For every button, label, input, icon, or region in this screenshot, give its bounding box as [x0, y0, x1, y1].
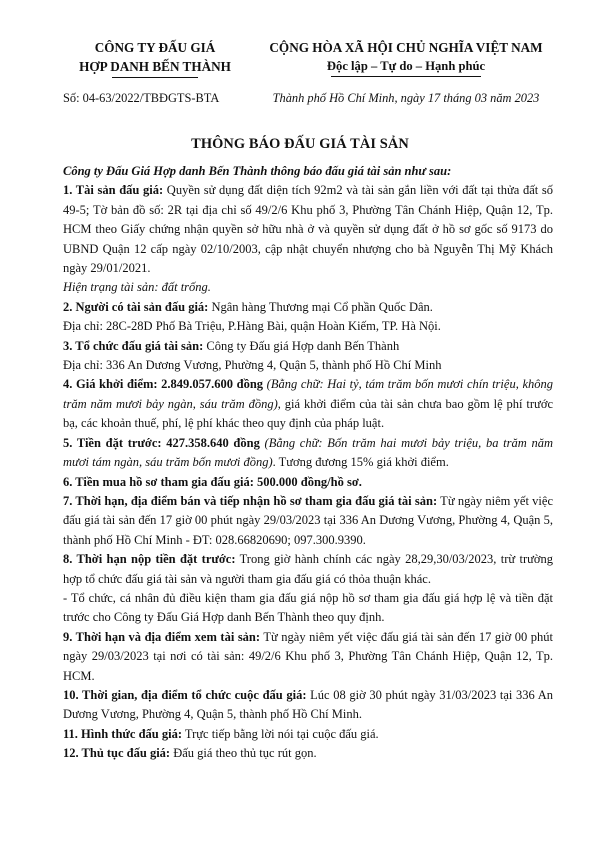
item-3-label: 3. Tổ chức đấu giá tài sản:	[63, 338, 204, 353]
item-11-text: Trực tiếp bằng lời nói tại cuộc đấu giá.	[182, 726, 379, 741]
company-name-line1: CÔNG TY ĐẤU GIÁ	[94, 40, 216, 55]
item-9-text: Từ ngày niêm yết việc đấu giá tài sản đến 17 giờ 00 phút ngày 29/03/2023 tại nơi có tài sản: 49/2/6 Khu phố 3, Phường Tân Chánh Hiệp, Quận 12, Tp. HCM.	[63, 629, 553, 683]
item-9-label: 9. Thời hạn và địa điểm xem tài sản:	[63, 629, 261, 644]
item-8-label: 8. Thời hạn nộp tiền đặt trước:	[63, 552, 236, 567]
national-motto: Độc lập – Tự do – Hạnh phúc	[326, 59, 486, 73]
item-1	[63, 181, 553, 278]
item-4-text: , giá khởi điểm của tài sản chưa bao gồm lệ phí trước bạ, các khoản thuế, phí, lệ phí khác theo quy định của pháp luật.	[63, 396, 553, 431]
item-5-text: . Tương đương 15% giá khởi điểm.	[272, 455, 449, 470]
item-3	[63, 337, 553, 356]
item-3-address: Địa chỉ: 336 An Dương Vương, Phường 4, Quận 5, thành phố Hồ Chí Minh	[63, 358, 442, 373]
company-header	[60, 38, 250, 78]
item-1-label: 1. Tài sản đấu giá:	[63, 183, 164, 198]
item-6: 6. Tiền mua hồ sơ tham gia đấu giá: 500.000 đồng/hồ sơ.	[63, 474, 362, 489]
item-7	[63, 492, 553, 550]
item-7-label: 7. Thời hạn, địa điểm bán và tiếp nhận hồ sơ tham gia đấu giá tài sản:	[63, 493, 438, 508]
item-5	[63, 434, 553, 473]
national-header	[262, 38, 550, 77]
item-5-words: (Bằng chữ: Bốn trăm hai mươi bảy triệu, ba trăm năm mươi tám ngàn, sáu trăm bốn mươi đồng)	[63, 435, 553, 470]
item-5-label: 5. Tiền đặt trước: 427.358.640 đồng	[63, 435, 260, 450]
item-4-label: 4. Giá khởi điểm: 2.849.057.600 đồng	[63, 377, 264, 392]
company-name-line2: HỢP DANH BẾN THÀNH	[79, 59, 231, 74]
item-8	[63, 550, 553, 589]
item-2-address: Địa chỉ: 28C-28D Phố Bà Triệu, P.Hàng Bài, quận Hoàn Kiếm, TP. Hà Nội.	[63, 319, 441, 334]
company-header-underline	[112, 77, 198, 78]
item-4-words: (Bằng chữ: Hai tỷ, tám trăm bốn mươi chín triệu, không trăm năm mươi bảy ngàn, sáu trăm đồng)	[63, 377, 553, 411]
national-title: CỘNG HÒA XÃ HỘI CHỦ NGHĨA VIỆT NAM	[269, 40, 543, 55]
item-4	[63, 375, 553, 433]
document-number: Số: 04-63/2022/TBĐGTS-BTA	[63, 91, 220, 105]
item-8-extra: - Tổ chức, cá nhân đủ điều kiện tham gia đấu giá nộp hồ sơ tham gia đấu giá hợp lệ và tiền đặt trước cho Công ty Đấu Giá Hợp danh Bến Thành theo quy định.	[63, 590, 553, 625]
item-11	[63, 725, 553, 744]
item-2-label: 2. Người có tài sản đấu giá:	[63, 299, 209, 314]
national-motto-underline	[331, 76, 481, 77]
item-1-note: Hiện trạng tài sản: đất trống.	[63, 280, 211, 295]
item-9	[63, 628, 553, 686]
item-8-text: Trong giờ hành chính các ngày 28,29,30/03/2023, trừ trường hợp tổ chức đấu giá tài sản và người tham gia đấu giá có thỏa thuận khác.	[63, 552, 553, 586]
item-1-text: Quyền sử dụng đất diện tích 92m2 và tài sản gắn liền với đất tại thửa đất số 49-5; Tờ bản đồ số: 2R tại địa chỉ số 49/2/6 Khu phố 3, Phường Tân Chánh Hiệp, Quận 12, Tp. HCM theo Giấy chứng nhận quyền sở hữu nhà ở và quyền sử dụng đất ở hồ sơ gốc số 9173 do UBND Quận 12 cấp ngày 02/10/2003, cập nhật chuyển nhượng cho bà Nguyễn Thị Mỹ Khách ngày 29/01/2021.	[63, 183, 554, 276]
item-12-text: Đấu giá theo thủ tục rút gọn.	[170, 746, 317, 761]
intro-line: Công ty Đấu Giá Hợp danh Bến Thành thông báo đấu giá tài sản như sau:	[63, 164, 452, 178]
item-10-label: 10. Thời gian, địa điểm tổ chức cuộc đấu giá:	[63, 687, 307, 702]
item-2-text: Ngân hàng Thương mại Cổ phần Quốc Dân.	[208, 299, 433, 314]
document-title: THÔNG BÁO ĐẤU GIÁ TÀI SẢN	[191, 136, 409, 152]
item-3-text: Công ty Đấu giá Hợp danh Bến Thành	[203, 338, 400, 353]
item-12-label: 12. Thủ tục đấu giá:	[63, 746, 171, 761]
item-7-text: Từ ngày niêm yết việc đấu giá tài sản đến 17 giờ 00 phút ngày 29/03/2023 tại 336 An Dương Vương, Phường 4, Quận 5, thành phố Hồ Chí Minh - ĐT: 028.66820690; 097.300.9390.	[63, 493, 554, 547]
document-date: Thành phố Hồ Chí Minh, ngày 17 tháng 03 năm 2023	[272, 91, 540, 105]
item-10-text: Lúc 08 giờ 30 phút ngày 31/03/2023 tại 336 An Dương Vương, Phường 4, Quận 5, thành phố Hồ Chí Minh.	[63, 687, 553, 722]
item-2	[63, 298, 553, 317]
item-12	[63, 744, 553, 763]
document-body	[63, 162, 553, 764]
item-11-label: 11. Hình thức đấu giá:	[63, 726, 182, 741]
item-10	[63, 686, 553, 725]
